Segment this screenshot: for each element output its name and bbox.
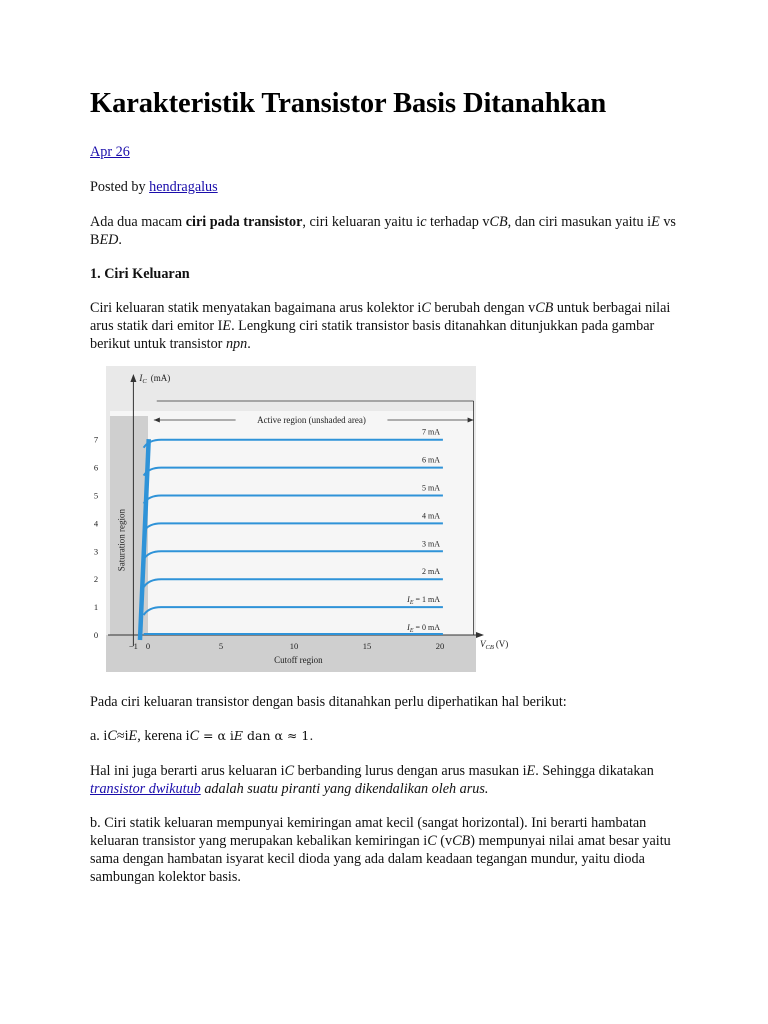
plot-area [110, 411, 474, 647]
x-tick-label: 0 [145, 641, 151, 651]
curve-label: $I_E = 0$ mA [407, 623, 440, 634]
transistor-link[interactable]: transistor dwikutub [90, 781, 201, 797]
curve-label: $I_E = 1$ mA [407, 595, 440, 607]
item-c-paragraph: Hal ini juga berarti arus keluaran iC berbanding lurus dengan arus masukan iE. Sehingga dikatakan transistor dwikutub adalah suatu piranti yang dikendalikan oleh arus. [90, 763, 654, 797]
output-characteristics-chart [90, 366, 520, 672]
intro-paragraph: Ada dua macam ciri pada transistor, ciri keluaran yaitu ic terhadap vCB, dan ciri masukan yaitu iE vs BED. [90, 214, 676, 248]
date-link[interactable]: Apr 26 [90, 144, 130, 160]
y-axis-label: $I_C$ (mA) [139, 373, 171, 385]
section-heading: 1. Ciri Keluaran [90, 266, 190, 282]
curve-label: 7 mA [422, 427, 440, 437]
x-tick-label: 20 [435, 641, 445, 651]
y-tick-label: 4 [93, 518, 99, 529]
x-tick-label: 5 [218, 641, 224, 651]
posted-by-label: Posted by [90, 179, 150, 195]
curve-label: 3 mA [422, 539, 440, 549]
x-tick-label: 10 [289, 641, 299, 651]
y-tick-label: 2 [93, 574, 99, 585]
item-b: b. Ciri statik keluaran mempunyai kemiringan amat kecil (sangat horizontal). Ini berarti hambatan keluaran transistor yang merupakan kebalikan kemiringan iC (vCB) mempunyai nilai amat besar yaitu sama dengan hambatan isyarat kecil dioda yang ada dalam keadaan tegangan mundur, yaitu dioda sambungan kolektor basis. [90, 815, 671, 885]
curve-label: 4 mA [422, 511, 440, 521]
author-link[interactable]: hendragalus [149, 179, 218, 195]
y-tick-label: 6 [93, 462, 99, 473]
item-a: a. iC≈iE, kerena iC = α iE dan α ≈ 1. [90, 728, 314, 744]
curve-label: 6 mA [422, 455, 440, 465]
saturation-region-label: Saturation region [116, 509, 127, 572]
y-tick-label: 7 [93, 434, 99, 445]
byline [90, 178, 680, 196]
article-title: Karakteristik Transistor Basis Ditanahkan [90, 88, 607, 119]
y-tick-label: 5 [93, 490, 99, 501]
cutoff-region-label: Cutoff region [274, 655, 323, 665]
date-line [90, 143, 680, 161]
y-tick-label: 0 [93, 630, 99, 640]
x-axis-label: $V_{CB}$ (V) [480, 639, 509, 651]
x-tick-label: −1 [128, 641, 138, 651]
curve-label: 5 mA [422, 483, 440, 493]
note-paragraph: Pada ciri keluaran transistor dengan basis ditanahkan perlu diperhatikan hal berikut: [90, 694, 567, 710]
y-tick-label: 1 [93, 602, 99, 613]
output-paragraph: Ciri keluaran statik menyatakan bagaimana arus kolektor iC berubah dengan vCB untuk berbagai nilai arus statik dari emitor IE. Lengkung ciri statik transistor basis ditanahkan ditunjukkan pada gambar berikut untuk transistor npn. [90, 300, 671, 352]
x-tick-label: 15 [362, 641, 372, 651]
active-region-label: Active region (unshaded area) [257, 415, 366, 425]
x-axis-arrow [476, 632, 484, 638]
y-tick-label: 3 [93, 546, 99, 557]
curve-label: 2 mA [422, 567, 440, 577]
